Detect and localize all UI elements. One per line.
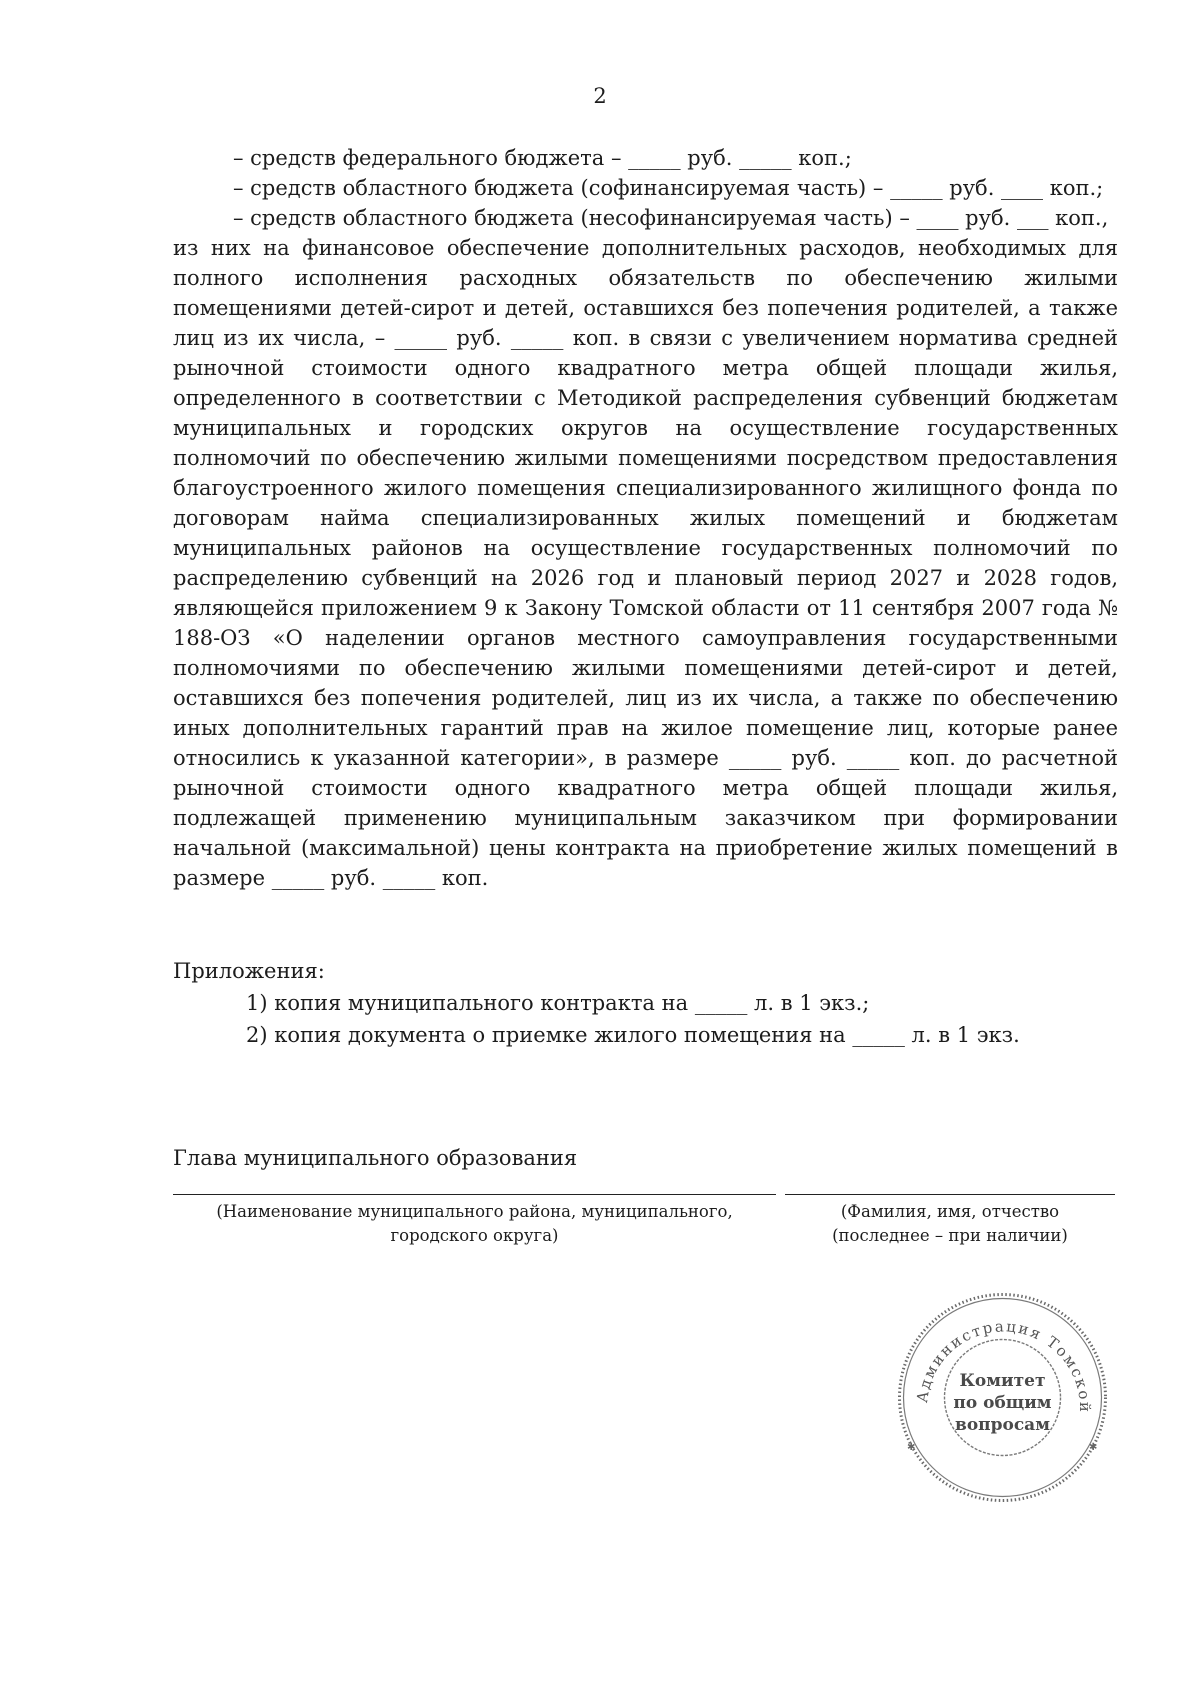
stamp-line-3: вопросам <box>955 1415 1050 1435</box>
full-name-line <box>785 1194 1115 1195</box>
signature-title: Глава муниципального образования <box>173 1146 578 1170</box>
stamp-star-right-icon: ✱ <box>1089 1442 1098 1453</box>
attachment-item-2: 2) копия документа о приемке жилого помещения на _____ л. в 1 экз. <box>246 1023 1020 1047</box>
main-paragraph: из них на финансовое обеспечение дополнительных расходов, необходимых для полного исполнения расходных обязательств по обеспечению жилыми помещениями детей-сирот и детей, оставшихся без попечения родителей, а также лиц из их числа, – _____ руб. _____ коп. в связи с увеличением норматива средней рыночной стоимости одного квадратного метра общей площади жилья, определенного в соответствии с Методикой распределения субвенций бюджетам муниципальных и городских округов на осуществление государственных полномочий по обеспечению жилыми помещениями посредством предоставления благоустроенного жилого помещения специализированного жилищного фонда по договорам найма специализированных жилых помещений и бюджетам муниципальных районов на осуществление государственных полномочий по распределению субвенций на 2026 год и плановый период 2027 и 2028 годов, являющейся приложением 9 к Закону Томской области от 11 сентября 2007 года № 188-ОЗ «О наделении органов местного самоуправления государственными полномочиями по обеспечению жилыми помещениями детей-сирот и детей, оставшихся без попечения родителей, лиц из их числа, а также по обеспечению иных дополнительных гарантий прав на жилое помещение лиц, которые ранее относились к указанной категории», в размере _____ руб. _____ коп. до расчетной рыночной стоимости одного квадратного метра общей площади жилья, подлежащей применению муниципальным заказчиком при формировании начальной (максимальной) цены контракта на приобретение жилых помещений в размере _____ руб. _____ коп. <box>173 236 1118 890</box>
municipality-name-line <box>173 1194 776 1195</box>
municipality-caption-line-1: (Наименование муниципального района, муниципального, <box>216 1202 733 1221</box>
full-name-caption-line-2: (последнее – при наличии) <box>832 1226 1068 1245</box>
attachments-title: Приложения: <box>173 959 325 983</box>
municipality-caption-line-2: городского округа) <box>390 1226 559 1245</box>
stamp-line-1: Комитет <box>959 1371 1046 1391</box>
full-name-caption-line-1: (Фамилия, имя, отчество <box>840 1202 1060 1221</box>
page-number: 2 <box>593 84 607 108</box>
stamp-star-left-icon: ✱ <box>907 1442 916 1453</box>
stamp-line-2: по общим <box>953 1393 1052 1413</box>
funding-section <box>173 143 1118 893</box>
stamp-ring-text: Администрация Томской <box>913 1317 1095 1414</box>
funding-regional-cofinanced-line: – средств областного бюджета (софинансируемая часть) – _____ руб. ____ коп.; <box>233 176 1104 200</box>
stamp-seal-icon <box>895 1290 1110 1505</box>
attachments-section <box>173 955 1118 1051</box>
full-name-caption <box>785 1200 1115 1248</box>
attachment-item-1: 1) копия муниципального контракта на _____ л. в 1 экз.; <box>246 991 870 1015</box>
municipality-caption <box>173 1200 776 1248</box>
official-stamp <box>895 1290 1110 1505</box>
funding-regional-noncofinanced-line: – средств областного бюджета (несофинансируемая часть) – ____ руб. ___ коп., <box>233 206 1109 230</box>
funding-federal-line: – средств федерального бюджета – _____ руб. _____ коп.; <box>233 146 852 170</box>
